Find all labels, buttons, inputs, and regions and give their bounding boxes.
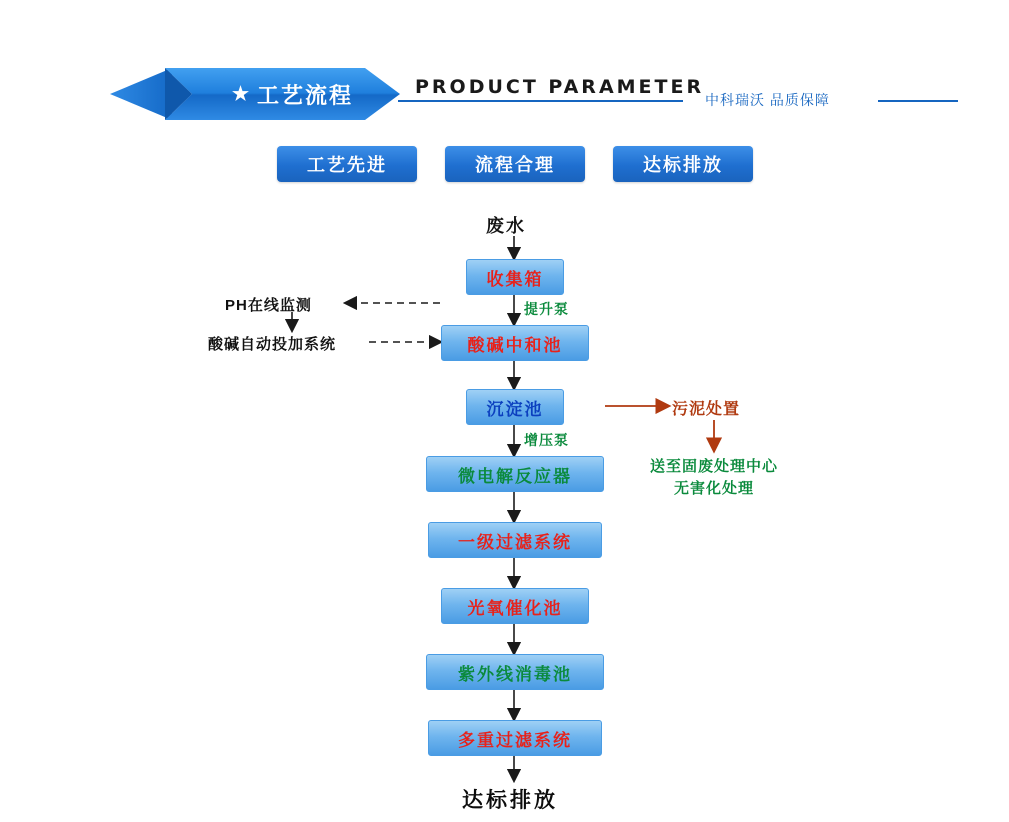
header-divider-right xyxy=(878,100,958,102)
feature-pill-2[interactable]: 达标排放 xyxy=(613,146,753,182)
flow-node-2[interactable]: 沉淀池 xyxy=(466,389,564,425)
sludge-note xyxy=(634,456,794,500)
sludge-note-line1: 送至固废处理中心 xyxy=(649,458,778,475)
banner-title-text: 工艺流程 xyxy=(257,82,354,108)
feature-pill-0[interactable]: 工艺先进 xyxy=(277,146,417,182)
header-subtitle: 中科瑞沃 品质保障 xyxy=(705,92,830,108)
pump-label-0: 提升泵 xyxy=(524,301,569,317)
outlet-label: 达标排放 xyxy=(462,789,558,812)
page-header xyxy=(0,30,1009,108)
banner-title xyxy=(190,76,395,112)
header-divider-left xyxy=(398,100,683,102)
feature-pill-1[interactable]: 流程合理 xyxy=(445,146,585,182)
flow-node-7[interactable]: 多重过滤系统 xyxy=(428,720,602,756)
flow-node-3[interactable]: 微电解反应器 xyxy=(426,456,604,492)
side-label-ph-monitor: PH在线监测 xyxy=(225,297,312,314)
flow-node-5[interactable]: 光氧催化池 xyxy=(441,588,589,624)
star-icon: ★ xyxy=(231,83,252,105)
side-label-dosing-system: 酸碱自动投加系统 xyxy=(208,336,337,353)
flow-node-0[interactable]: 收集箱 xyxy=(466,259,564,295)
flow-node-1[interactable]: 酸碱中和池 xyxy=(441,325,589,361)
header-english-title: PRODUCT PARAMETER xyxy=(415,76,705,98)
sludge-note-line2: 无害化处理 xyxy=(673,479,754,497)
flow-node-6[interactable]: 紫外线消毒池 xyxy=(426,654,604,690)
sludge-branch-label: 污泥处置 xyxy=(672,401,741,418)
flow-node-4[interactable]: 一级过滤系统 xyxy=(428,522,602,558)
pump-label-1: 增压泵 xyxy=(524,432,569,448)
inlet-label: 废水 xyxy=(486,216,526,236)
